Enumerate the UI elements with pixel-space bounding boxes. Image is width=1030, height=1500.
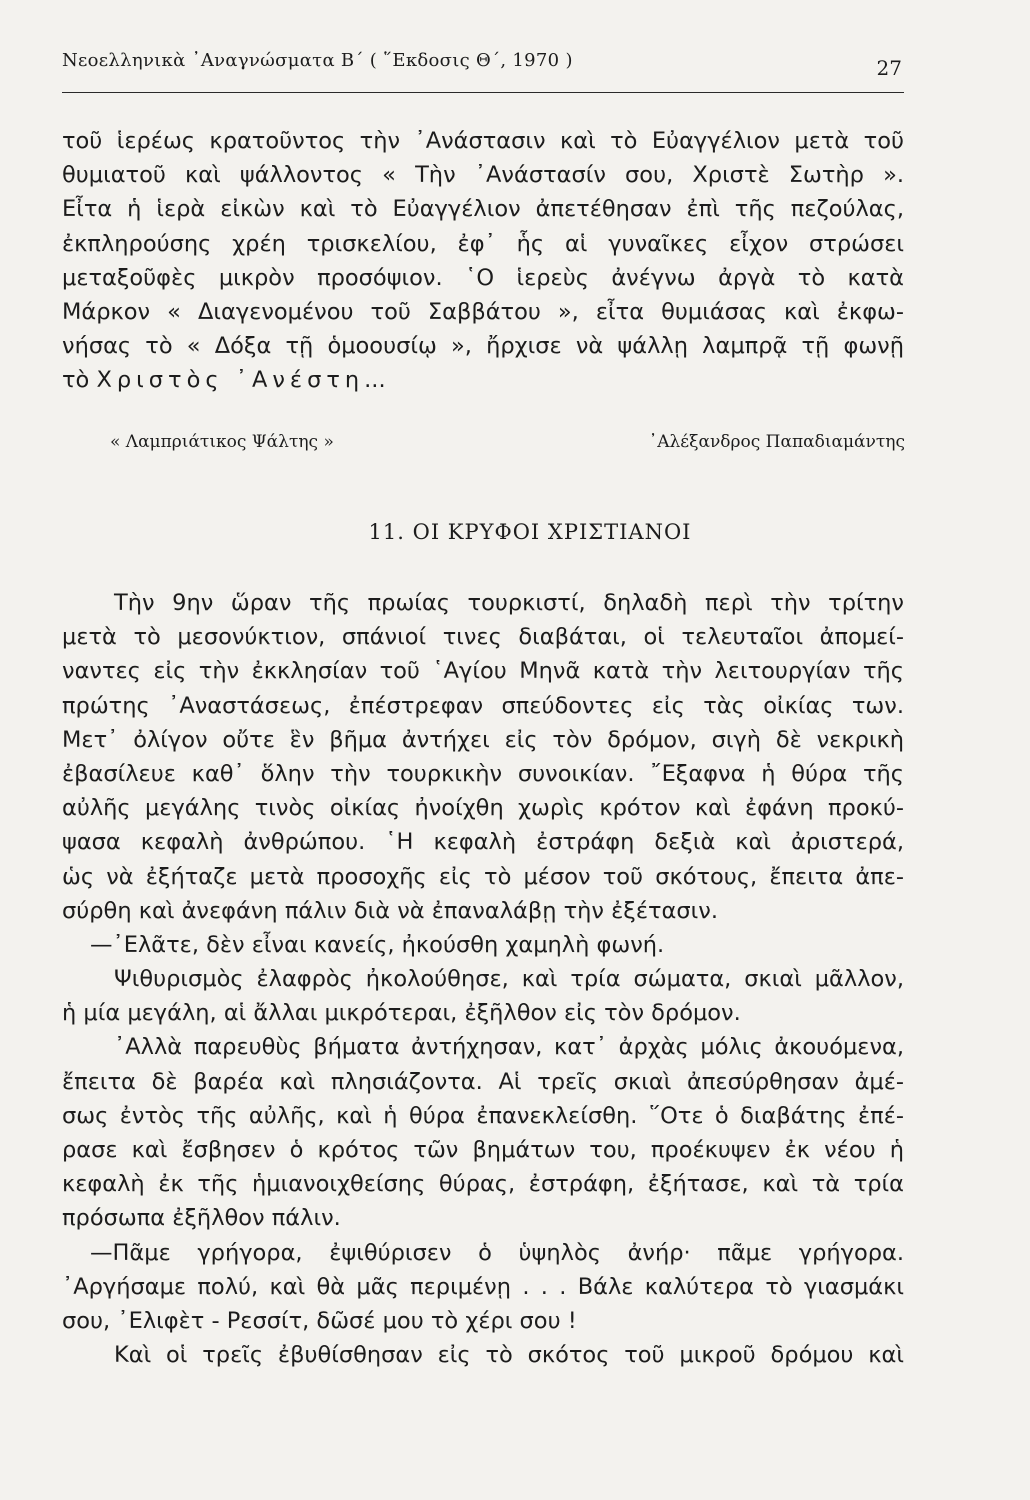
text-line: ᾿Αλλὰ παρευθὺς βήματα ἀντήχησαν, κατ᾿ ἀρχὰς μόλις ἀκουόμενα,: [114, 1034, 904, 1061]
page-header: [62, 42, 904, 93]
dialogue-line: —᾿Ελᾶτε, δὲν εἶναι κανείς, ἠκούσθη χαμηλὴ φωνή.: [90, 931, 665, 958]
text-line: μεταξοῦφὲς μικρὸν προσόψιον. ῾Ο ἱερεὺς ἀνέγνω ἀργὰ τὸ κατὰ: [62, 264, 904, 291]
text-line: ἔπειτα δὲ βαρέα καὶ πλησιάζοντα. Αἱ τρεῖς σκιαὶ ἀπεσύρθησαν ἀμέ-: [62, 1068, 904, 1095]
text-line: Τὴν 9ην ὥραν τῆς πρωίας τουρκιστί, δηλαδὴ περὶ τὴν τρίτην: [114, 590, 904, 616]
text-line: Εἶτα ἡ ἱερὰ εἰκὼν καὶ τὸ Εὐαγγέλιον ἀπετέθησαν ἐπὶ τῆς πεζούλας,: [62, 196, 904, 223]
text-line: σύρθη καὶ ἀνεφάνη πάλιν διὰ νὰ ἐπαναλάβῃ τὴν ἐξέτασιν.: [62, 897, 718, 924]
text-fragment: ...: [364, 367, 386, 394]
text-line: τοῦ ἱερέως κρατοῦντος τὴν ᾿Ανάστασιν καὶ τὸ Εὐαγγέλιον μετὰ τοῦ: [62, 128, 904, 154]
text-line: Μετ᾿ ὀλίγον οὔτε ἓν βῆμα ἀντήχει εἰς τὸν δρόμον, σιγὴ δὲ νεκρικὴ: [62, 726, 904, 753]
text-fragment: τὸ: [62, 367, 97, 394]
text-line: Καὶ οἱ τρεῖς ἐβυθίσθησαν εἰς τὸ σκότος τοῦ μικροῦ δρόμου καὶ: [114, 1342, 904, 1369]
text-line: ἐβασίλευε καθ᾿ ὅλην τὴν τουρκικὴν συνοικίαν. ῎Εξαφνα ἡ θύρα τῆς: [62, 760, 904, 787]
text-line: πρόσωπα ἐξῆλθον πάλιν.: [62, 1205, 341, 1232]
attribution: [110, 428, 905, 458]
dialogue-line: —Πᾶμε γρήγορα, ἐψιθύρισεν ὁ ὑψηλὸς ἀνήρ· πᾶμε γρήγορα.: [90, 1239, 904, 1266]
text-line: ὡς νὰ ἐξήταζε μετὰ προσοχῆς εἰς τὸ μέσον τοῦ σκότους, ἔπειτα ἀπε-: [62, 863, 904, 890]
text-line: ναντες εἰς τὴν ἐκκλησίαν τοῦ ῾Αγίου Μηνᾶ κατὰ τὴν λειτουργίαν τῆς: [62, 658, 904, 685]
text-line: πρώτης ᾿Αναστάσεως, ἐπέστρεφαν σπεύδοντες εἰς τὰς οἰκίας των.: [62, 692, 904, 719]
text-line: αὐλῆς μεγάλης τινὸς οἰκίας ἠνοίχθη χωρὶς κρότον καὶ ἐφάνη προκύ-: [62, 795, 904, 822]
author-name: ᾿Αλέξανδρος Παπαδιαμάντης: [648, 432, 905, 452]
text-line: ἡ μία μεγάλη, αἱ ἄλλαι μικρότεραι, ἐξῆλθον εἰς τὸν δρόμον.: [62, 1000, 741, 1027]
source-title: « Λαμπριάτικος Ψάλτης »: [110, 432, 334, 452]
text-line: κεφαλὴ ἐκ τῆς ἡμιανοιχθείσης θύρας, ἐστράφη, ἐξήτασε, καὶ τὰ τρία: [62, 1171, 904, 1198]
section-title: 11. ΟΙ ΚΡΥΦΟΙ ΧΡΙΣΤΙΑΝΟΙ: [368, 520, 692, 544]
text-line: σου, ᾿Ελιφὲτ - Ρεσσίτ, δῶσέ μου τὸ χέρι σου !: [62, 1307, 577, 1334]
page-number: 27: [876, 56, 902, 80]
text-line: σως ἐντὸς τῆς αὐλῆς, καὶ ἡ θύρα ἐπανεκλείσθη. ῞Οτε ὁ διαβάτης ἐπέ-: [62, 1102, 904, 1129]
text-line: Ψιθυρισμὸς ἐλαφρὸς ἠκολούθησε, καὶ τρία σώματα, σκιαὶ μᾶλλον,: [114, 966, 904, 993]
running-head: Νεοελληνικὰ ᾿Αναγνώσματα Β΄ ( ῞Εκδοσις Θ΄, 1970 ): [62, 50, 573, 71]
text-line: μετὰ τὸ μεσονύκτιον, σπάνιοί τινες διαβάται, οἱ τελευταῖοι ἀπομεί-: [62, 624, 904, 651]
text-line: ᾿Αργήσαμε πολύ, καὶ θὰ μᾶς περιμένῃ . . . Βάλε καλύτερα τὸ γιασμάκι: [62, 1273, 904, 1300]
top-passage: [62, 124, 904, 398]
spaced-phrase: Χριστὸς ᾿Ανέστη: [96, 367, 365, 394]
text-line: Μάρκον « Διαγενομένου τοῦ Σαββάτου », εἶτα θυμιάσας καὶ ἐκφω-: [62, 298, 904, 325]
text-line: νήσας τὸ « Δόξα τῇ ὁμοουσίῳ », ἤρχισε νὰ ψάλλῃ λαμπρᾷ τῇ φωνῇ: [62, 333, 904, 360]
text-line: [62, 363, 904, 397]
main-text: [62, 586, 904, 1372]
text-line: ψασα κεφαλὴ ἀνθρώπου. ῾Η κεφαλὴ ἐστράφη δεξιὰ καὶ ἀριστερά,: [62, 829, 904, 856]
text-line: ἐκπληρούσης χρέη τρισκελίου, ἐφ᾿ ἧς αἱ γυναῖκες εἶχον στρώσει: [62, 230, 904, 257]
text-line: θυμιατοῦ καὶ ψάλλοντος « Τὴν ᾿Ανάστασίν σου, Χριστὲ Σωτὴρ ».: [62, 162, 904, 189]
text-line: ρασε καὶ ἔσβησεν ὁ κρότος τῶν βημάτων του, προέκυψεν ἐκ νέου ἡ: [62, 1137, 904, 1163]
